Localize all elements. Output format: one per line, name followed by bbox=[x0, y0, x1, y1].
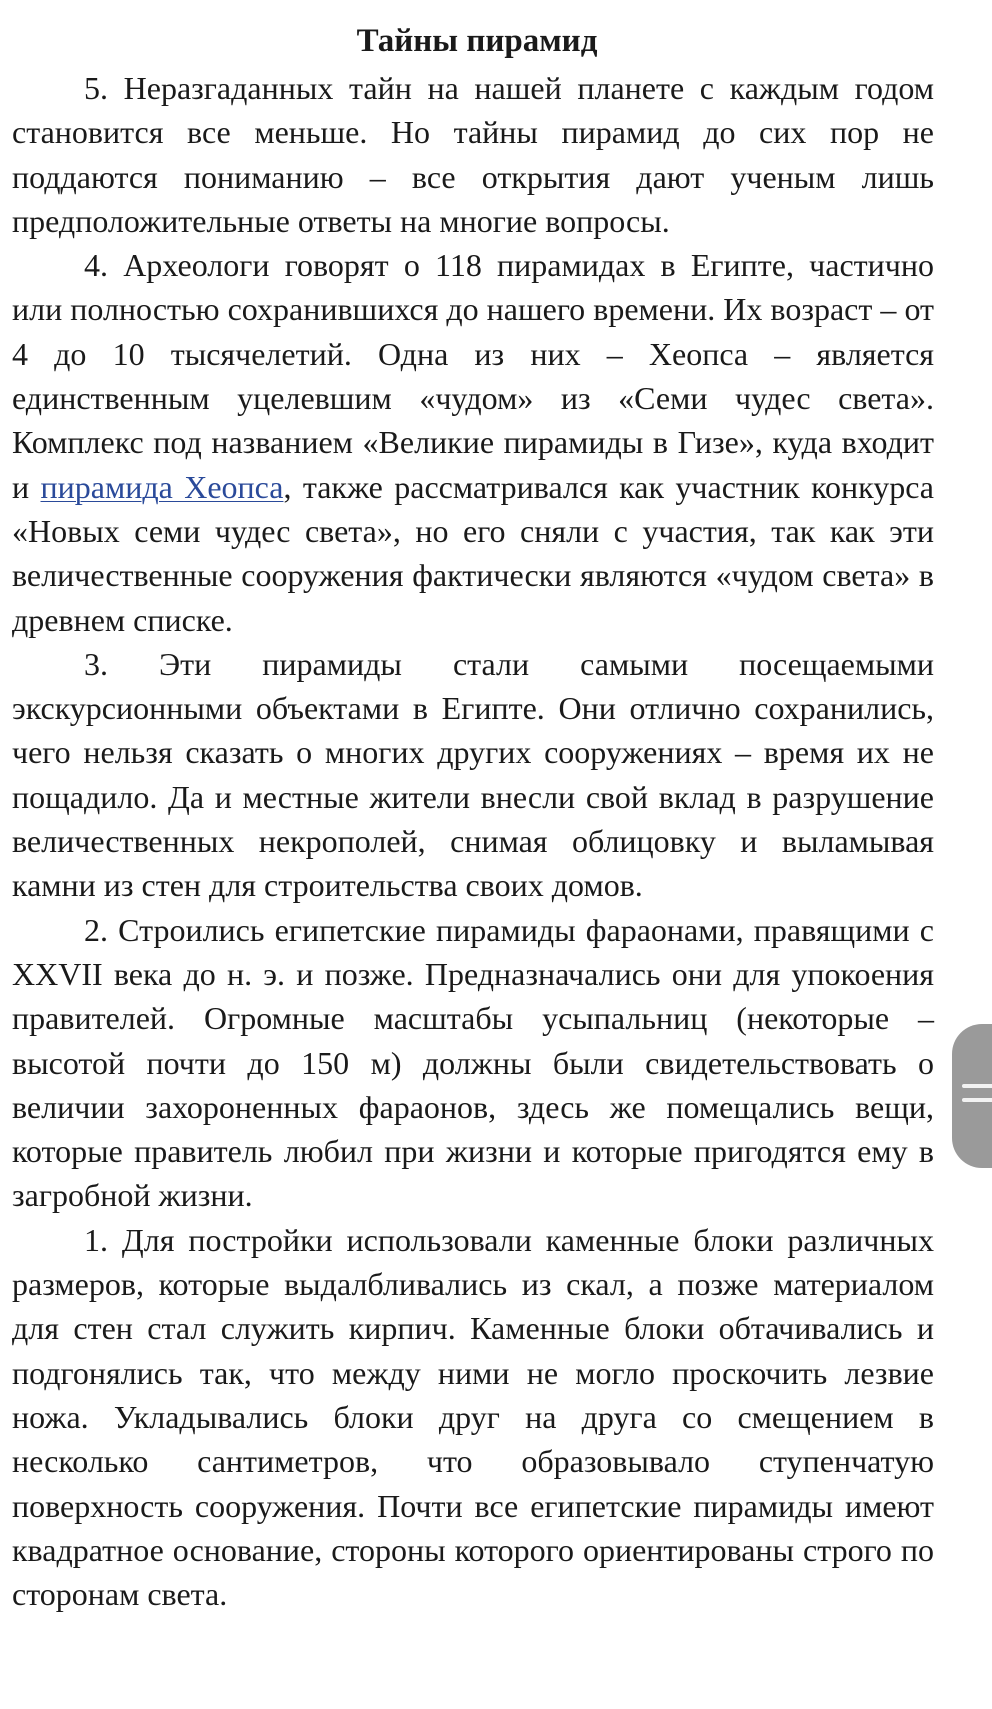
paragraph-4-text-after: , также рассматривался как участник конкурса «Новых семи чудес света», но его сняли с участия, так как эти величественные сооружения фактически являются «чудом света» в древнем списке. bbox=[12, 468, 935, 638]
paragraph-4-text-before: 4. Археологи говорят о 118 пирамидах в Египте, частично или полностью сохранившихся до нашего времени. Их возраст – от 4 до 10 тысячелетий. Одна из них – Хеопса – является единственным уцелевшим «чудом» из «Семи чудес света». Комплекс под названием «Великие пирамиды в Гизе», куда входит и bbox=[12, 247, 934, 505]
paragraph-2: 2. Строились египетские пирамиды фараонами, правящими с XXVII века до н. э. и позже. Предназначались они для упокоения правителей. Огромные масштабы усыпальниц (некоторые – высотой почти до 150 м) должны были свидетельствовать о величии захороненных фараонов, здесь же помещались вещи, которые правитель любил при жизни и которые пригодятся ему в загробной жизни. bbox=[12, 911, 934, 1214]
document-title: Тайны пирамид bbox=[356, 23, 598, 59]
side-drawer-handle[interactable] bbox=[952, 1024, 992, 1168]
paragraph-4 bbox=[12, 243, 934, 642]
paragraph-1: 1. Для постройки использовали каменные блоки различных размеров, которые выдалбливались из скал, а позже материалом для стен стал служить кирпич. Каменные блоки обтачивались и подгонялись так, что между ними не могло проскочить лезвие ножа. Укладывались блоки друг на друга со смещением в несколько сантиметров, что образовывало ступенчатую поверхность сооружения. Почти все египетские пирамиды имеют квадратное основание, стороны которого ориентированы строго по сторонам света. bbox=[12, 1221, 934, 1613]
paragraph-3: 3. Эти пирамиды стали самыми посещаемыми экскурсионными объектами в Египте. Они отлично сохранились, чего нельзя сказать о многих других сооружениях – время их не пощадило. Да и местные жители внесли свой вклад в разрушение величественных некрополей, снимая облицовку и выламывая камни из стен для строительства своих домов. bbox=[12, 645, 934, 904]
document-page bbox=[12, 18, 934, 1616]
link-pyramid-cheops[interactable]: пирамида Хеопса bbox=[40, 468, 284, 505]
paragraph-5: 5. Неразгаданных тайн на нашей планете с каждым годом становится все меньше. Но тайны пирамид до сих пор не поддаются пониманию – все открытия дают ученым лишь предположительные ответы на многие вопросы. bbox=[12, 70, 934, 239]
